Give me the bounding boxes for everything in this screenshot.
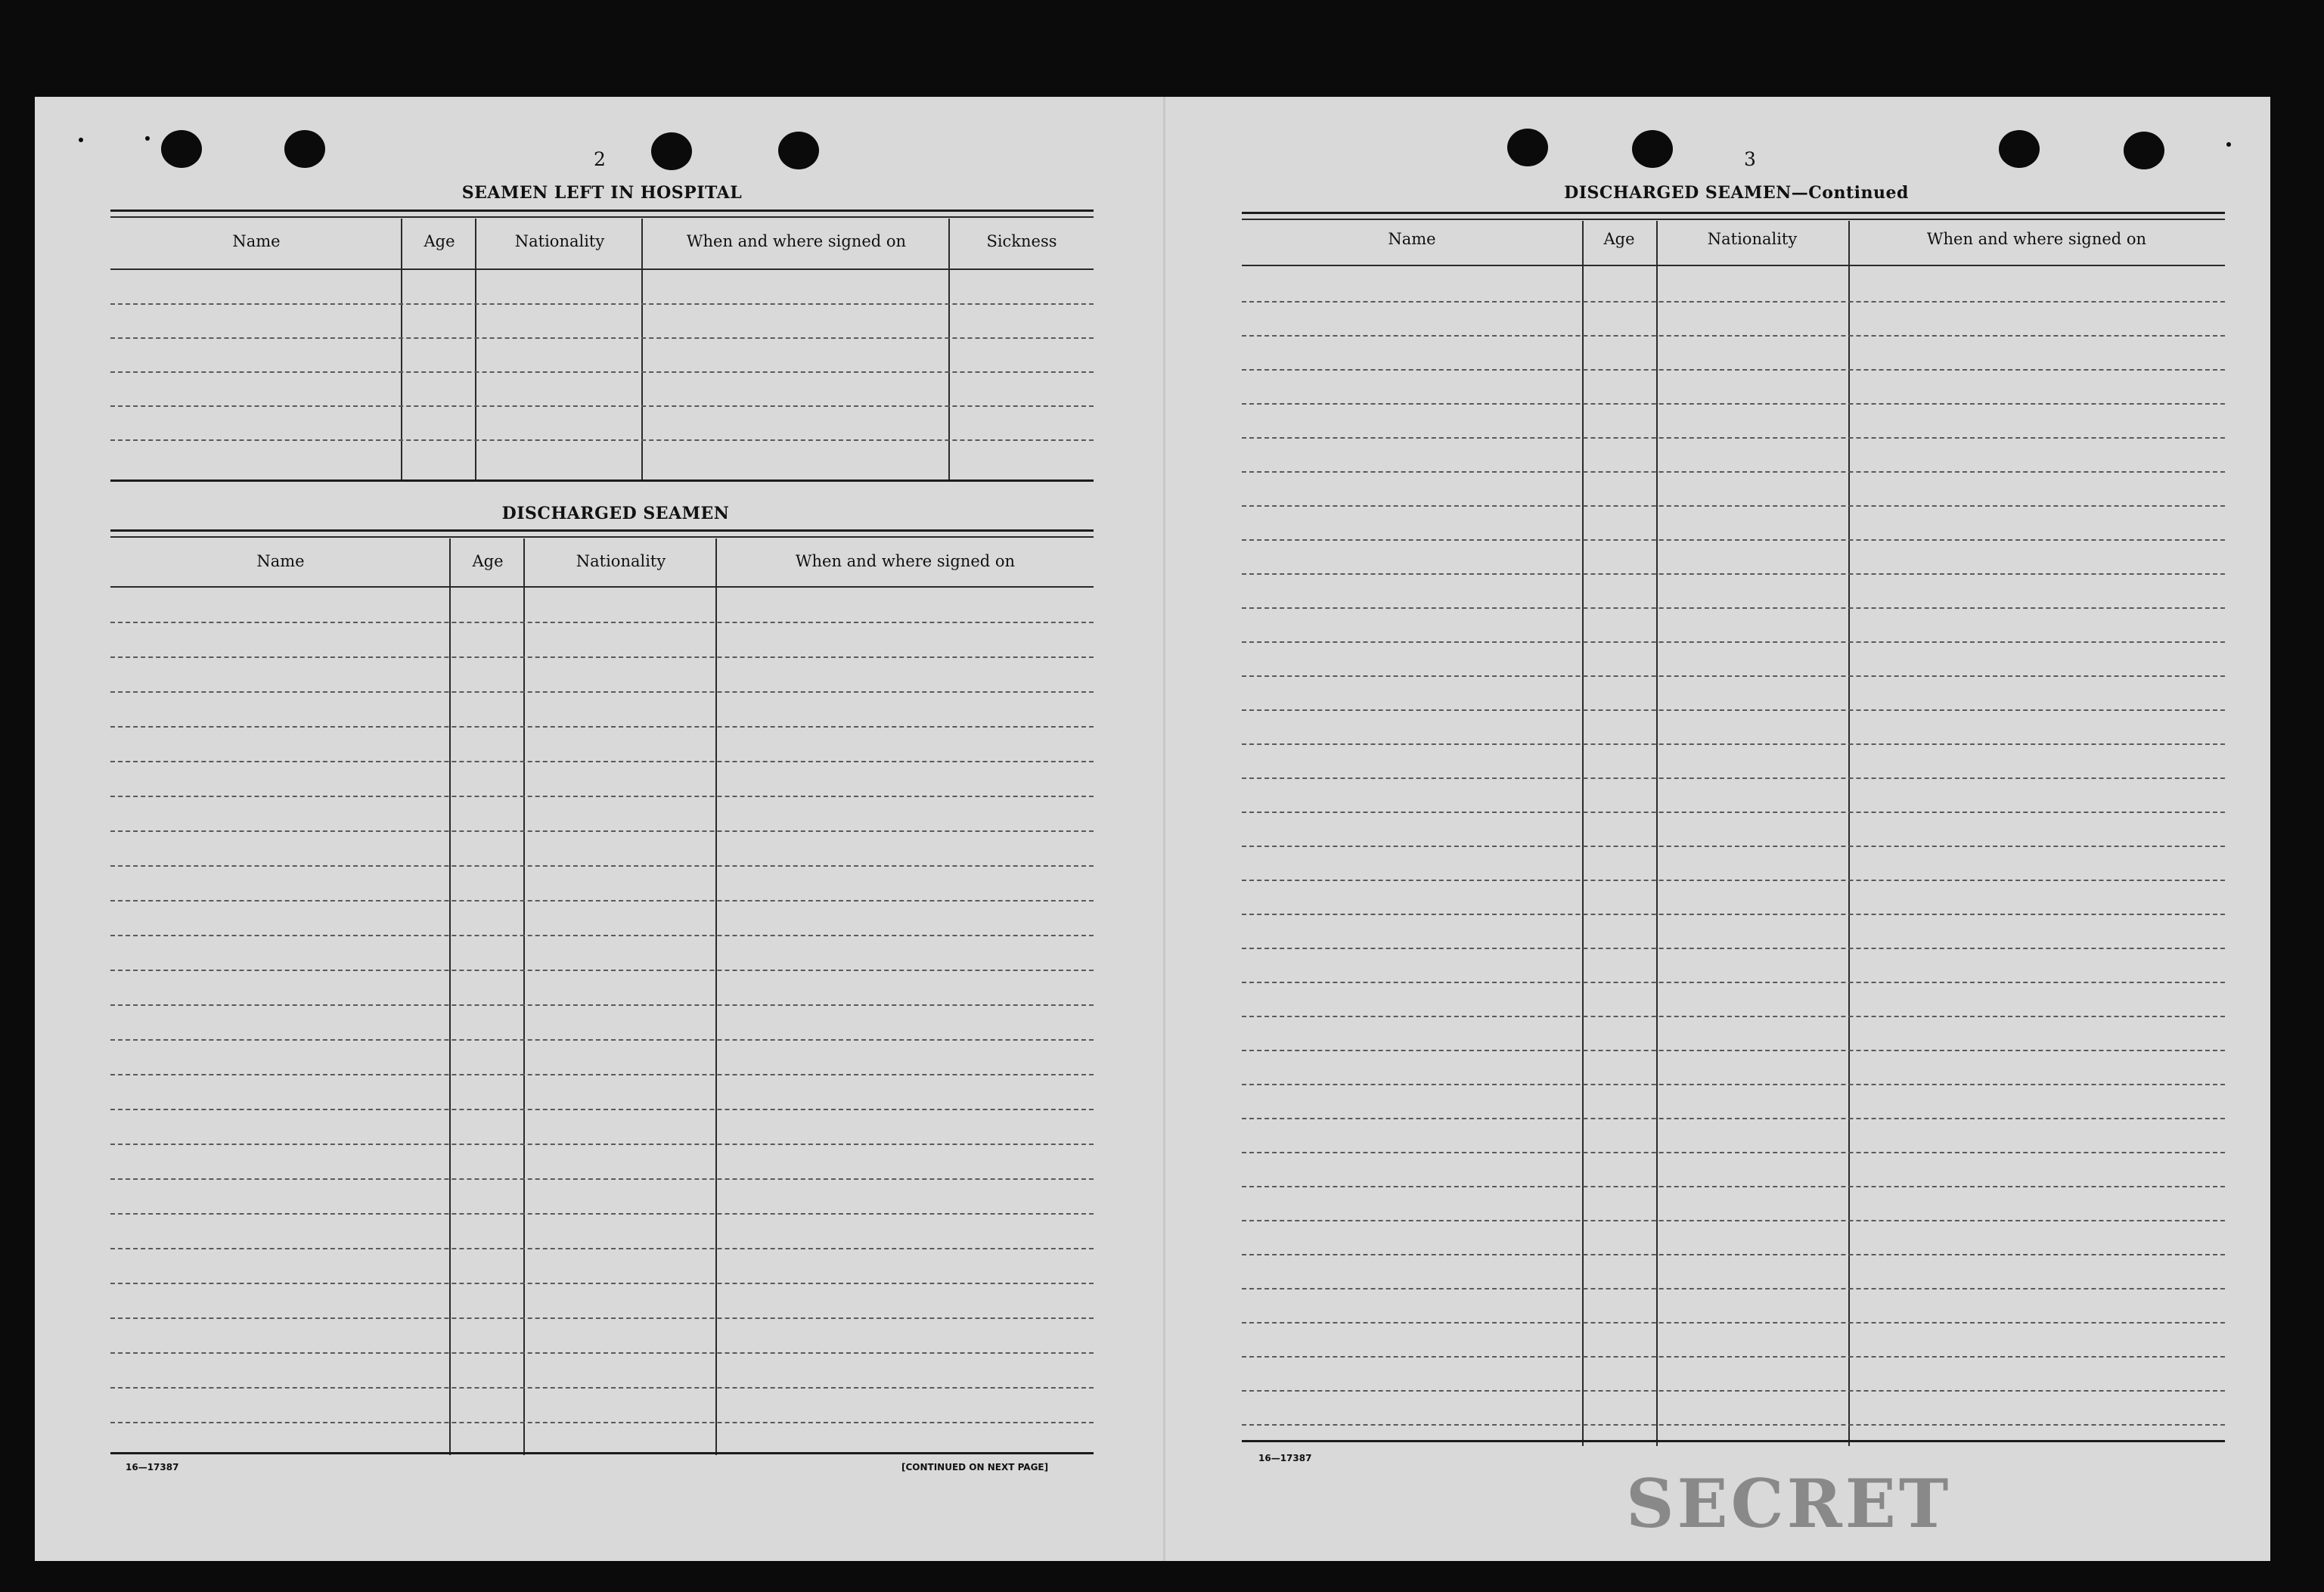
ink-speck [79, 138, 83, 142]
table-row [1242, 641, 2225, 643]
punch-hole [284, 130, 325, 168]
table-row [110, 1144, 1094, 1145]
column-header-age: Age [472, 552, 504, 570]
ink-speck [145, 136, 150, 141]
table-row [110, 1317, 1094, 1319]
table-row [110, 830, 1094, 832]
column-header-age: Age [424, 232, 455, 250]
table-row [1242, 1050, 2225, 1051]
table-row [1242, 403, 2225, 405]
table-row [1242, 1288, 2225, 1289]
punch-hole [161, 130, 202, 168]
punch-hole [651, 132, 692, 170]
table-row [110, 935, 1094, 936]
table-row [110, 1039, 1094, 1041]
ink-speck [2226, 142, 2231, 147]
table-row [1242, 573, 2225, 575]
table-row [1242, 948, 2225, 949]
table-row [1242, 607, 2225, 609]
table-row [110, 691, 1094, 693]
column-header-age: Age [1603, 230, 1635, 248]
form-number-right: 16—17387 [1258, 1453, 1312, 1463]
table-row [1242, 675, 2225, 677]
continued-note: [CONTINUED ON NEXT PAGE] [901, 1462, 1049, 1473]
page-number-left: 2 [594, 148, 606, 170]
table-row [1242, 369, 2225, 371]
table-row [1242, 335, 2225, 337]
table-row [110, 337, 1094, 339]
column-header-name: Name [232, 232, 281, 250]
table-row [1242, 1152, 2225, 1153]
table-row [110, 1387, 1094, 1389]
column-header-sickness: Sickness [986, 232, 1057, 250]
column-header-nationality: Nationality [576, 552, 666, 570]
punch-hole [1507, 129, 1548, 166]
table-row [1242, 437, 2225, 439]
table-row [1242, 880, 2225, 881]
column-header-name: Name [256, 552, 305, 570]
table-row [1242, 505, 2225, 507]
table-row [110, 439, 1094, 441]
table-row [1242, 539, 2225, 541]
table-row [1242, 1186, 2225, 1187]
table-row [1242, 914, 2225, 915]
table-row [110, 1004, 1094, 1006]
table-row [110, 796, 1094, 797]
table-row [1242, 1016, 2225, 1017]
table-row [110, 622, 1094, 623]
table-row [1242, 1424, 2225, 1426]
column-header-name: Name [1388, 230, 1436, 248]
table-row [1242, 709, 2225, 711]
secret-stamp: SECRET [1626, 1464, 1952, 1543]
form-number-left: 16—17387 [126, 1462, 179, 1473]
discharged-continued-title [1564, 183, 1909, 203]
table-row [1242, 1254, 2225, 1255]
table-row [1242, 301, 2225, 303]
table-row [1242, 982, 2225, 983]
table-row [1242, 1356, 2225, 1358]
table-row [110, 1109, 1094, 1110]
discharged-table-left [110, 529, 1094, 1460]
punch-hole [2124, 132, 2164, 169]
discharged-section-title: DISCHARGED SEAMEN [501, 504, 730, 523]
table-row [110, 726, 1094, 728]
table-row [110, 1352, 1094, 1354]
column-header-nationality: Nationality [514, 232, 605, 250]
title-suffix: —Continued [1791, 183, 1909, 203]
table-row [1242, 846, 2225, 847]
discharged-table-right [1242, 212, 2225, 1449]
table-row [1242, 471, 2225, 473]
hospital-section-title: SEAMEN LEFT IN HOSPITAL [461, 183, 743, 203]
table-row [1242, 743, 2225, 745]
page-fold [1163, 97, 1165, 1561]
table-row [1242, 1220, 2225, 1221]
title-main: DISCHARGED SEAMEN [1564, 183, 1792, 203]
table-row [1242, 777, 2225, 779]
table-row [1242, 812, 2225, 813]
table-row [110, 303, 1094, 305]
table-row [1242, 1390, 2225, 1392]
table-row [110, 865, 1094, 867]
table-row [110, 1422, 1094, 1423]
punch-hole [1999, 130, 2040, 168]
table-row [1242, 1322, 2225, 1324]
table-row [110, 970, 1094, 971]
table-row [110, 1213, 1094, 1215]
table-row [110, 656, 1094, 658]
table-row [110, 900, 1094, 902]
table-row [1242, 1084, 2225, 1085]
punch-hole [778, 132, 819, 169]
column-header-signed-on: When and where signed on [686, 232, 907, 250]
table-row [110, 371, 1094, 373]
table-row [1242, 1118, 2225, 1119]
table-row [110, 1178, 1094, 1180]
table-row [110, 1074, 1094, 1075]
table-row [110, 405, 1094, 407]
page-number-right: 3 [1744, 148, 1756, 170]
column-header-signed-on: When and where signed on [795, 552, 1016, 570]
column-header-signed-on: When and where signed on [1926, 230, 2147, 248]
table-row [110, 761, 1094, 762]
column-header-nationality: Nationality [1707, 230, 1798, 248]
punch-hole [1632, 130, 1673, 168]
table-row [110, 1283, 1094, 1284]
table-row [110, 1248, 1094, 1249]
hospital-table [110, 209, 1094, 482]
